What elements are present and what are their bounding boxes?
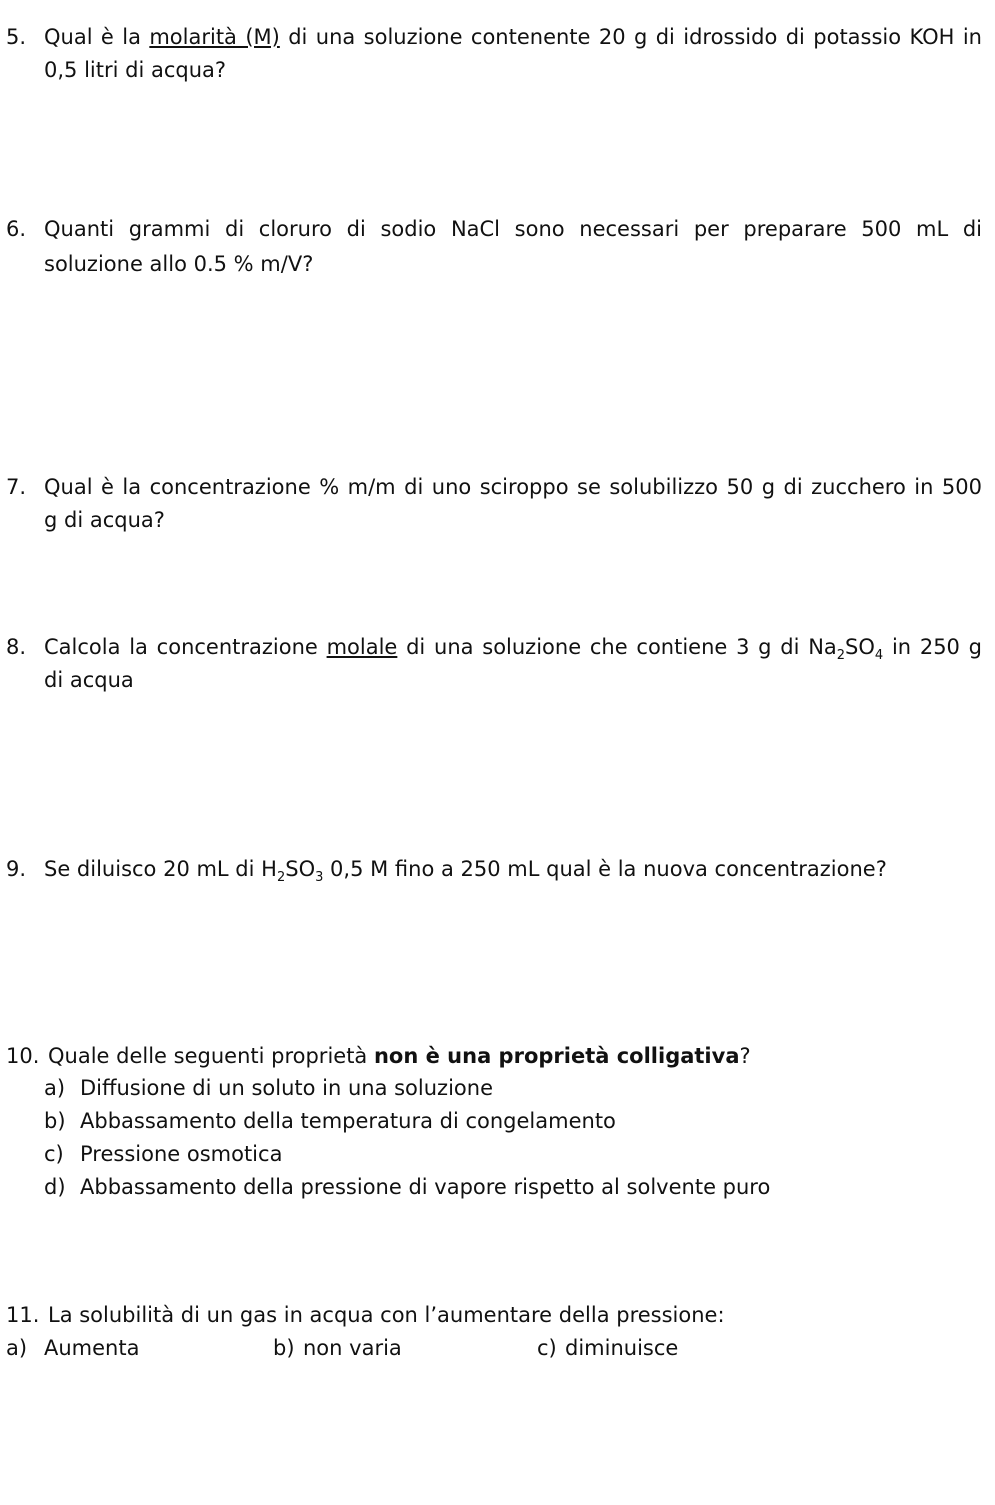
- molarity-term: molarità (M): [149, 25, 280, 49]
- question-11-option-b: b) non varia: [273, 1336, 402, 1360]
- question-10-number: 10.: [6, 1044, 40, 1068]
- question-9-number: 9.: [6, 857, 27, 881]
- question-6-text-1: Quanti grammi di cloruro di sodio NaCl sono necessari per preparare 500 mL di: [44, 217, 982, 241]
- question-7-number: 7.: [6, 475, 27, 499]
- molale-term: molale: [326, 635, 398, 659]
- question-11-number: 11.: [6, 1303, 40, 1327]
- bold-phrase: non è una proprietà colligativa: [373, 1044, 740, 1068]
- question-9-text: Se diluisco 20 mL di $H_2SO_3$ 0,5 M fino a 250 mL qual è la nuova concentrazione?: [44, 857, 887, 886]
- question-10-option-a: a) Diffusione di un soluto in una soluzione: [44, 1076, 493, 1100]
- question-5-text-1: Qual è la molarità (M) di una soluzione contenente 20 g di idrossido di potassio KOH in: [44, 25, 982, 49]
- question-8-number: 8.: [6, 635, 27, 659]
- formula-na2so4: $Na_2SO_4$: [808, 635, 884, 664]
- question-10-option-d: d) Abbassamento della pressione di vapore rispetto al solvente puro: [44, 1175, 771, 1199]
- question-11-option-a: a) Aumenta: [6, 1336, 140, 1360]
- question-8-text-1: Calcola la concentrazione molale di una soluzione che contiene 3 g di $Na_2SO_4$ in 250 g: [44, 635, 982, 664]
- question-10-option-c: c) Pressione osmotica: [44, 1142, 283, 1166]
- question-5-number: 5.: [6, 25, 27, 49]
- question-10-text: Quale delle seguenti proprietà non è una proprietà colligativa?: [48, 1044, 751, 1068]
- question-11-option-c: c) diminuisce: [537, 1336, 679, 1360]
- question-7-text-1: Qual è la concentrazione % m/m di uno sciroppo se solubilizzo 50 g di zucchero in 500: [44, 475, 982, 499]
- question-11-text: La solubilità di un gas in acqua con l’aumentare della pressione:: [48, 1303, 725, 1327]
- worksheet-page: 5. Qual è la molarità (M) di una soluzione contenente 20 g di idrossido di potassio KOH in 0,5 litri di acqua? 6. Quanti grammi di cloruro di sodio NaCl sono necessari per preparare 500 mL di soluzione allo 0.5 % m/V? 7. Qual è la concentrazione % m/m di uno sciroppo se solubilizzo 50 g di zucchero in 500 g di acqua? 8. Calcola la concentrazione molale di una soluzione che contiene 3 g di $Na_2SO_4$ in 250 g di acqua 9. Se diluisco 20 mL di $H_2SO_3$ 0,5 M fino a 250 mL qual è la nuova concentrazione? 10. Quale delle seguenti proprietà non è una proprietà colligativa? a) Diffusione di un soluto in una soluzione b) Abbassamento della temperatura di congelamento c) Pressione osmotica d) Abbassamento della pressione di vapore rispetto al solvente puro 11. La solubilità di un gas in acqua con l’aumentare della pressione: a) Aumenta b) non varia c) diminuisce: [6, 25, 982, 1360]
- question-10-option-b: b) Abbassamento della temperatura di congelamento: [44, 1109, 616, 1133]
- formula-h2so3: $H_2SO_3$: [261, 857, 324, 886]
- question-6-number: 6.: [6, 217, 27, 241]
